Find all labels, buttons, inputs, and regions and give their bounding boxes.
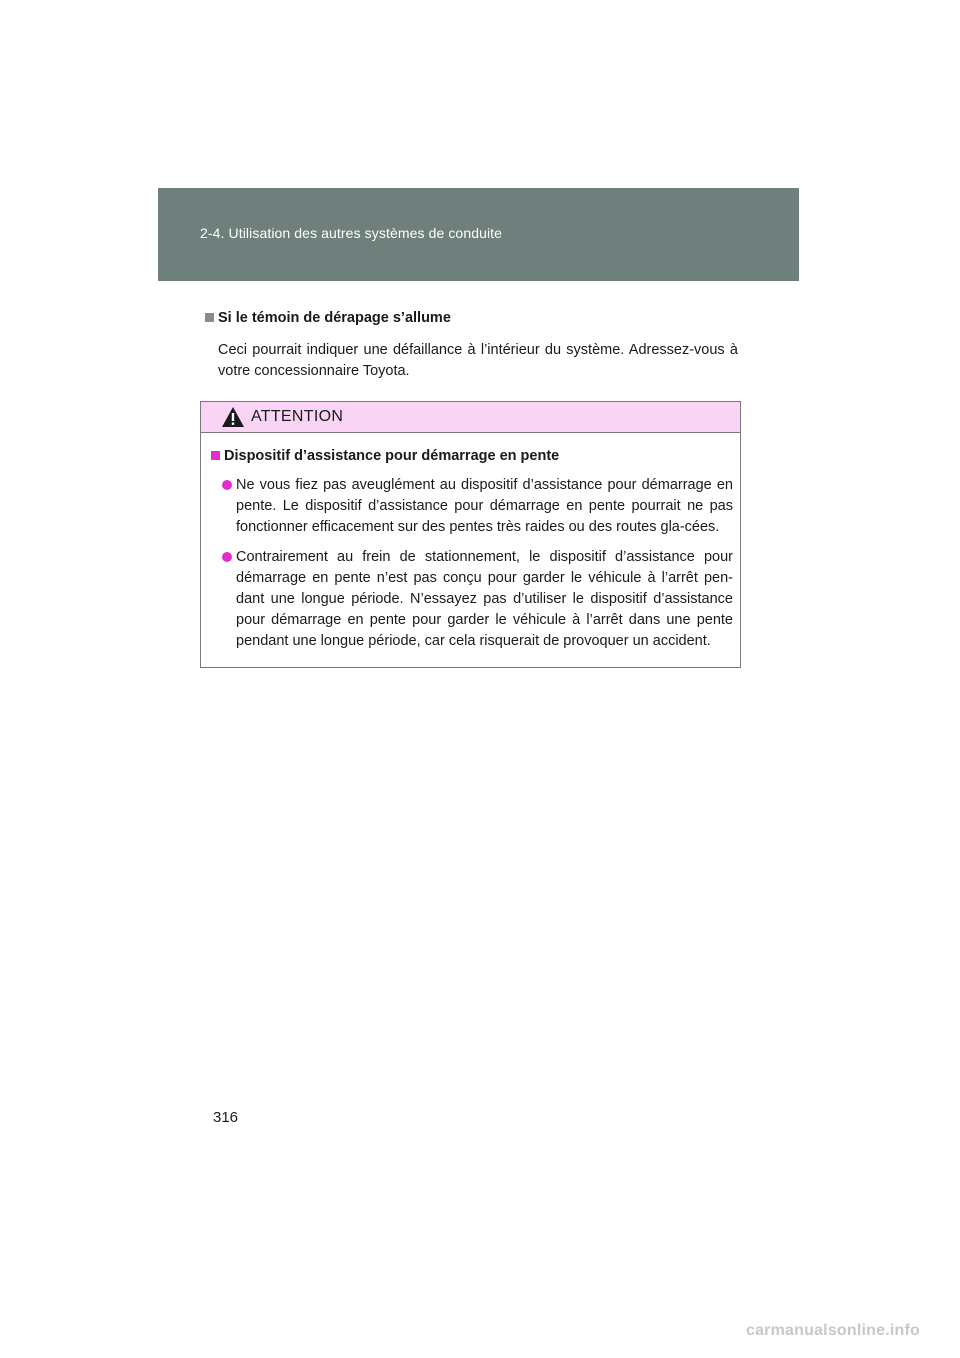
warning-triangle-icon — [221, 406, 245, 428]
attention-header — [201, 402, 740, 433]
watermark: carmanualsonline.info — [745, 1322, 920, 1339]
section-heading-text: Si le témoin de dérapage s’allume — [218, 310, 451, 326]
attention-bullet-2 — [211, 547, 733, 652]
attention-subheading-text: Dispositif d’assistance pour démarrage en pente — [224, 448, 560, 464]
attention-title: ATTENTION — [251, 408, 344, 425]
square-bullet-icon — [211, 451, 220, 460]
page-number: 316 — [213, 1109, 239, 1126]
attention-bullet-text: Ne vous fiez pas aveuglément au dispositif d’assistance pour démarrage en pente. Le dispositif d’assistance pour démarrage en pente pourrait ne pas fonctionner efficacement sur des pentes très raides ou des routes gla-cées. — [236, 477, 733, 535]
chapter-title: 2-4. Utilisation des autres systèmes de conduite — [200, 225, 503, 241]
section-heading — [205, 308, 738, 328]
chapter-header — [158, 188, 799, 281]
round-bullet-icon — [222, 552, 232, 562]
attention-bullet-1 — [211, 475, 733, 538]
attention-box — [200, 401, 741, 668]
attention-bullet-text: Contrairement au frein de stationnement, le dispositif d’assistance pour démarrage en pente n’est pas conçu pour garder le véhicule à l’arrêt pen-dant une longue période. N’essayez pas d’utiliser le dispositif d’assistance pour démarrage en pente pour garder le véhicule à l’arrêt dans une pente pendant une longue période, car cela risquerait de provoquer un accident. — [236, 549, 733, 649]
attention-subheading — [211, 446, 733, 466]
attention-content — [201, 433, 740, 652]
section-body: Ceci pourrait indiquer une défaillance à l’intérieur du système. Adressez-vous à votre concessionnaire Toyota. — [218, 342, 738, 379]
round-bullet-icon — [222, 480, 232, 490]
skid-indicator-section — [205, 308, 738, 382]
square-bullet-icon — [205, 313, 214, 322]
